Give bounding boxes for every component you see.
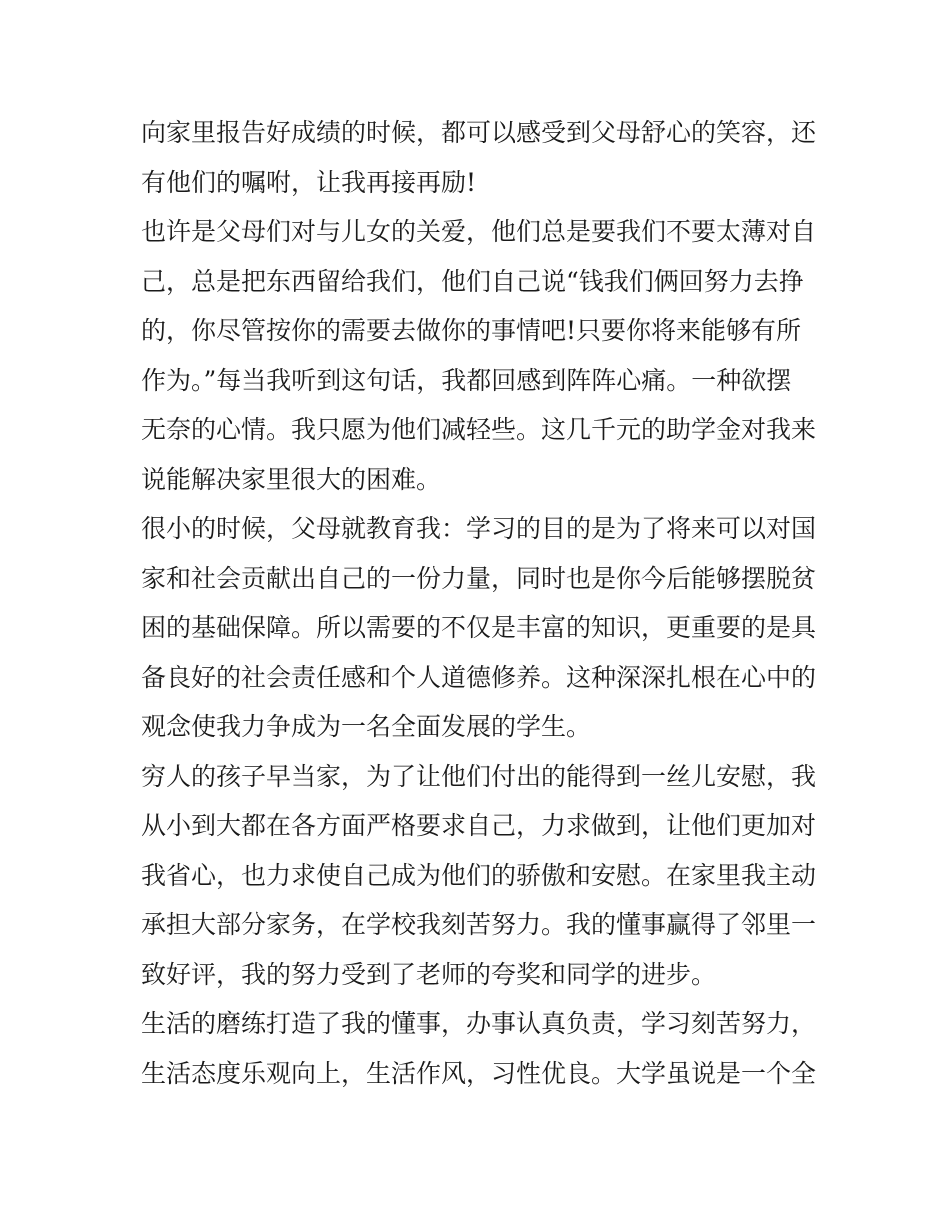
text-line: 的，你尽管按你的需要去做你的事情吧!只要你将来能够有所 xyxy=(141,316,802,345)
paragraph-5 xyxy=(141,999,816,1098)
paragraph-1 xyxy=(141,108,816,207)
text-line: 备良好的社会责任感和个人道德修养。这种深深扎根在心中的 xyxy=(141,662,817,692)
text-line: 困的基础保障。所以需要的不仅是丰富的知识，更重要的是具 xyxy=(141,613,817,642)
text-line: 生活态度乐观向上，生活作风，习性优良。大学虽说是一个全 xyxy=(141,1058,817,1088)
document-body xyxy=(141,108,816,1098)
text-line: 从小到大都在各方面严格要求自己，力求做到，让他们更加对 xyxy=(141,811,817,840)
text-line: 承担大部分家务，在学校我刻苦努力。我的懂事赢得了邻里一 xyxy=(141,910,817,939)
paragraph-3 xyxy=(141,504,816,752)
paragraph-4 xyxy=(141,752,816,1000)
text-line: 生活的磨练打造了我的懂事，办事认真负责，学习刻苦努力， xyxy=(141,1009,817,1038)
text-line: 也许是父母们对与儿女的关爱，他们总是要我们不要太薄对自 xyxy=(141,217,817,246)
text-line: 向家里报告好成绩的时候，都可以感受到父母舒心的笑容，还 xyxy=(141,118,817,147)
text-line: 我省心，也力求使自己成为他们的骄傲和安慰。在家里我主动 xyxy=(141,860,817,890)
text-line: 说能解决家里很大的困难。 xyxy=(141,464,442,494)
text-line: 作为。”每当我听到这句话，我都回感到阵阵心痛。一种欲摆 xyxy=(141,365,792,395)
text-line: 有他们的嘱咐，让我再接再励! xyxy=(141,167,477,197)
text-line: 家和社会贡献出自己的一份力量，同时也是你今后能够摆脱贫 xyxy=(141,563,817,593)
text-line: 观念使我力争成为一名全面发展的学生。 xyxy=(141,712,592,741)
text-line: 很小的时候，父母就教育我：学习的目的是为了将来可以对国 xyxy=(141,514,817,543)
paragraph-2 xyxy=(141,207,816,504)
text-line: 无奈的心情。我只愿为他们减轻些。这几千元的助学金对我来 xyxy=(141,415,817,444)
text-line: 己，总是把东西留给我们，他们自己说“钱我们俩回努力去挣 xyxy=(141,266,804,296)
text-line: 穷人的孩子早当家，为了让他们付出的能得到一丝儿安慰，我 xyxy=(141,761,817,791)
text-line: 致好评，我的努力受到了老师的夸奖和同学的进步。 xyxy=(141,959,717,989)
